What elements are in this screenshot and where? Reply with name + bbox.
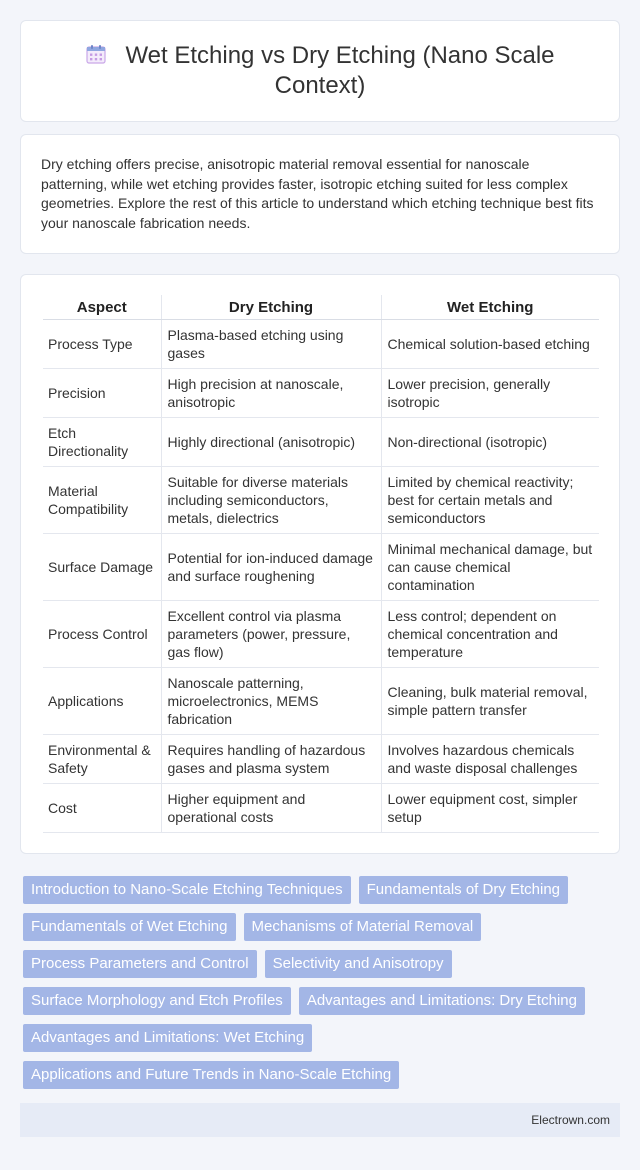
row-dry: Higher equipment and operational costs bbox=[161, 783, 381, 832]
table-row bbox=[43, 600, 599, 667]
table-row bbox=[43, 783, 599, 832]
row-dry: High precision at nanoscale, anisotropic bbox=[161, 368, 381, 417]
row-wet: Cleaning, bulk material removal, simple pattern transfer bbox=[381, 667, 599, 734]
row-wet: Lower equipment cost, simpler setup bbox=[381, 783, 599, 832]
row-aspect: Precision bbox=[43, 368, 161, 417]
row-aspect: Surface Damage bbox=[43, 533, 161, 600]
comparison-table-card bbox=[20, 274, 620, 854]
topic-tag[interactable]: Advantages and Limitations: Dry Etching bbox=[299, 987, 585, 1015]
row-dry: Nanoscale patterning, microelectronics, MEMS fabrication bbox=[161, 667, 381, 734]
page-title-wrap bbox=[61, 41, 579, 101]
footer bbox=[20, 1103, 620, 1137]
table-row bbox=[43, 368, 599, 417]
row-dry: Potential for ion-induced damage and surface roughening bbox=[161, 533, 381, 600]
table-header-row bbox=[43, 295, 599, 319]
topic-tag[interactable]: Selectivity and Anisotropy bbox=[265, 950, 452, 978]
row-wet: Non-directional (isotropic) bbox=[381, 417, 599, 466]
title-card bbox=[20, 20, 620, 122]
topic-tag[interactable]: Introduction to Nano-Scale Etching Techniques bbox=[23, 876, 351, 904]
topic-tags bbox=[20, 876, 620, 1089]
table-row bbox=[43, 533, 599, 600]
table-row bbox=[43, 417, 599, 466]
row-wet: Involves hazardous chemicals and waste disposal challenges bbox=[381, 734, 599, 783]
row-aspect: Cost bbox=[43, 783, 161, 832]
intro-text: Dry etching offers precise, anisotropic material removal essential for nanoscale patterning, while wet etching provides faster, isotropic etching suited for less complex geometries. Explore the rest of this article to understand which etching technique best fits your nanoscale fabrication needs. bbox=[41, 156, 594, 231]
topic-tag[interactable]: Surface Morphology and Etch Profiles bbox=[23, 987, 291, 1015]
row-wet: Limited by chemical reactivity; best for certain metals and semiconductors bbox=[381, 466, 599, 533]
topic-tag[interactable]: Process Parameters and Control bbox=[23, 950, 257, 978]
row-dry: Plasma-based etching using gases bbox=[161, 319, 381, 368]
topic-tag[interactable]: Mechanisms of Material Removal bbox=[244, 913, 482, 941]
row-dry: Highly directional (anisotropic) bbox=[161, 417, 381, 466]
table-row bbox=[43, 667, 599, 734]
calendar-icon bbox=[85, 43, 107, 65]
page-title: Wet Etching vs Dry Etching (Nano Scale Context) bbox=[125, 42, 555, 99]
row-wet: Lower precision, generally isotropic bbox=[381, 368, 599, 417]
header-aspect: Aspect bbox=[43, 295, 161, 319]
topic-tag[interactable]: Applications and Future Trends in Nano-Scale Etching bbox=[23, 1061, 399, 1089]
header-wet-etching: Wet Etching bbox=[381, 295, 599, 319]
header-dry-etching: Dry Etching bbox=[161, 295, 381, 319]
row-aspect: Environmental & Safety bbox=[43, 734, 161, 783]
row-dry: Excellent control via plasma parameters (power, pressure, gas flow) bbox=[161, 600, 381, 667]
row-wet: Chemical solution-based etching bbox=[381, 319, 599, 368]
footer-site[interactable]: Electrown.com bbox=[531, 1113, 610, 1127]
row-dry: Suitable for diverse materials including semiconductors, metals, dielectrics bbox=[161, 466, 381, 533]
table-row bbox=[43, 466, 599, 533]
row-aspect: Etch Directionality bbox=[43, 417, 161, 466]
row-aspect: Process Type bbox=[43, 319, 161, 368]
topic-tag[interactable]: Fundamentals of Dry Etching bbox=[359, 876, 568, 904]
comparison-table bbox=[43, 295, 599, 833]
table-row bbox=[43, 319, 599, 368]
topic-tag[interactable]: Fundamentals of Wet Etching bbox=[23, 913, 236, 941]
row-dry: Requires handling of hazardous gases and plasma system bbox=[161, 734, 381, 783]
row-aspect: Material Compatibility bbox=[43, 466, 161, 533]
row-aspect: Applications bbox=[43, 667, 161, 734]
table-row bbox=[43, 734, 599, 783]
intro-card bbox=[20, 134, 620, 254]
row-wet: Less control; dependent on chemical concentration and temperature bbox=[381, 600, 599, 667]
row-aspect: Process Control bbox=[43, 600, 161, 667]
topic-tag[interactable]: Advantages and Limitations: Wet Etching bbox=[23, 1024, 312, 1052]
row-wet: Minimal mechanical damage, but can cause chemical contamination bbox=[381, 533, 599, 600]
